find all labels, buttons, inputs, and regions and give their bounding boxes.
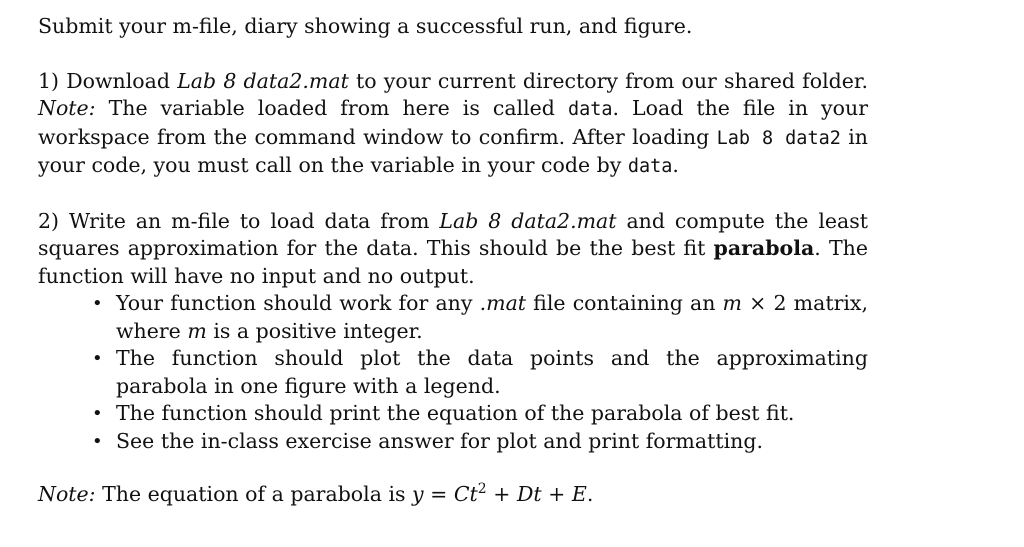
item-1-text-b: The variable loaded from here is called <box>95 96 568 120</box>
eq-exponent: 2 <box>477 481 487 498</box>
item-1-number: 1) Download <box>38 68 178 93</box>
item-2-number: 2) Write an m-file to load data from <box>38 208 440 233</box>
eq-c-term: Ct <box>453 482 478 506</box>
item-1-file-code: Lab 8 data2 <box>716 127 841 149</box>
bullet-3-text: The function should print the equation of the parabola of best fit. <box>116 401 795 425</box>
item-1-paragraph <box>38 68 868 181</box>
item-1-text-a: to your current directory from our shared folder. <box>348 68 868 93</box>
final-note-label: Note: <box>38 482 96 506</box>
item-1-var-code: data <box>567 99 613 120</box>
item-1-note-label: Note: <box>38 96 96 120</box>
list-item <box>92 428 868 456</box>
list-item <box>92 290 868 345</box>
requirements-list <box>92 290 868 455</box>
bullet-1-text-a: Your function should work for any <box>116 291 480 315</box>
item-1-text-c: . Load the file in your workspace from the command window to confirm. After loading <box>38 96 868 149</box>
item-2-text-b: . The function will have no input and no output. <box>38 236 869 288</box>
eq-d-term: Dt <box>516 482 542 506</box>
eq-plus-2: + <box>541 482 572 506</box>
bullet-icon: • <box>92 430 103 452</box>
bullet-1-text-d: is a positive integer. <box>206 318 423 343</box>
item-2-filename: Lab 8 data2.mat <box>439 208 617 233</box>
eq-plus-1: + <box>486 482 517 506</box>
bullet-1-text-b: file containing an <box>526 291 723 315</box>
eq-equals: = <box>423 482 454 506</box>
bullet-1-math-m: m <box>722 291 742 315</box>
item-1-end: . <box>672 153 679 177</box>
final-note-end: . <box>586 482 594 506</box>
bullet-1-math-m-2: m <box>187 318 207 343</box>
bullet-1-ext: .mat <box>479 291 527 315</box>
intro-paragraph: Submit your m-file, diary showing a successful run, and figure. <box>38 14 693 38</box>
eq-e-term: E <box>571 482 587 506</box>
item-1-text-d: in your code, you must call on the variable in your code by <box>38 124 868 177</box>
document-body <box>38 13 868 509</box>
final-note-paragraph <box>38 481 868 509</box>
bullet-icon: • <box>92 348 103 369</box>
item-2-paragraph <box>38 208 868 291</box>
list-item <box>92 345 868 400</box>
bullet-icon: • <box>92 403 103 424</box>
item-2-text-a: and compute the least squares approximation for the data. This should be the best fit <box>38 208 869 260</box>
bullet-2-text: The function should plot the data points and the approximating parabola in one figure with a legend. <box>116 346 868 398</box>
list-item <box>92 400 868 428</box>
final-note-text: The equation of a parabola is <box>95 482 413 506</box>
eq-y: y <box>412 482 424 506</box>
bullet-4-text: See the in-class exercise answer for plot and print formatting. <box>116 428 763 453</box>
item-2-bold-word: parabola <box>713 236 815 260</box>
item-1-filename: Lab 8 data2.mat <box>177 68 349 93</box>
bullet-icon: • <box>92 293 103 314</box>
bullet-1-text-c: × 2 matrix, where <box>116 291 868 343</box>
item-1-var-code-2: data <box>627 156 673 177</box>
